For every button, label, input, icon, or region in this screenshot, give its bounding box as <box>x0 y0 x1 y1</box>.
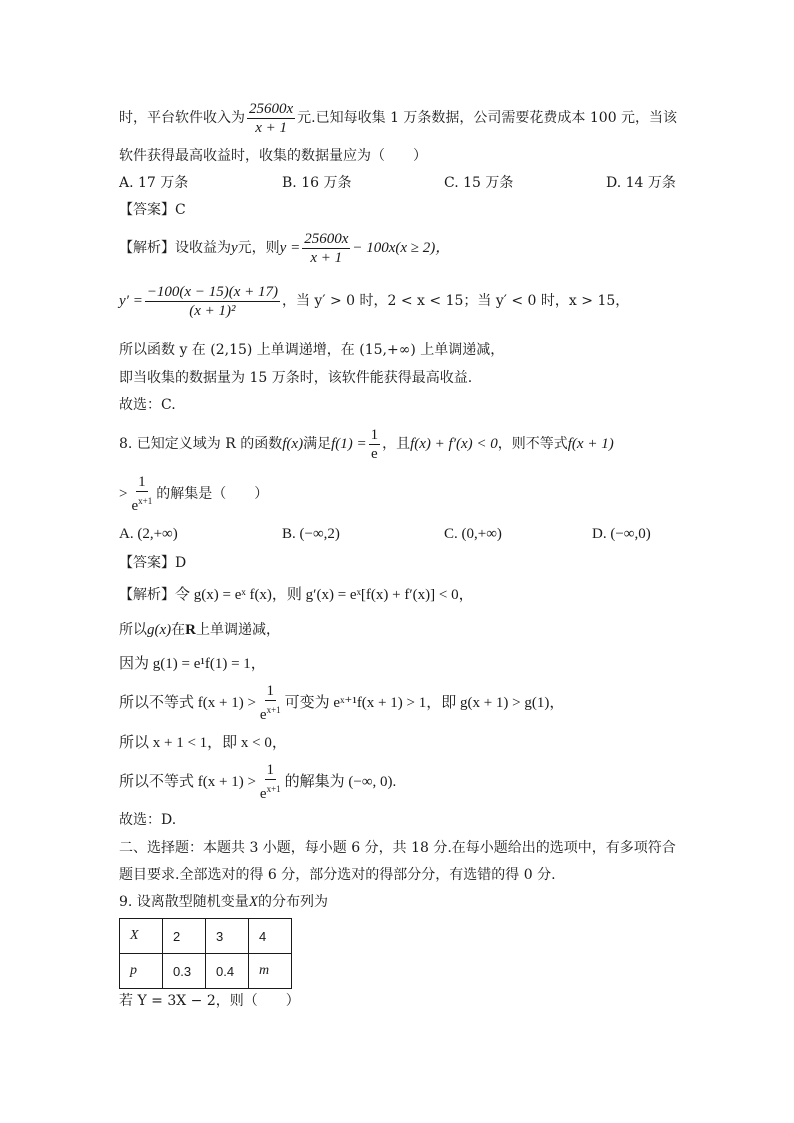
frac-numerator: 1 <box>138 474 146 490</box>
q8-analysis-fraction1 <box>258 683 283 723</box>
q7-option-b: B. 16 万条 <box>282 175 352 191</box>
frac-numerator: 1 <box>266 683 275 699</box>
frac-denominator: x + 1 <box>310 249 343 266</box>
math: 所以不等式 f(x + 1) > <box>119 774 256 790</box>
frac-denominator <box>258 780 283 802</box>
q8-option-b: B. (−∞,2) <box>282 526 340 542</box>
math: y′ = <box>119 293 143 309</box>
q7-choice: 故选：C. <box>119 397 176 413</box>
table-cell: 0.3 <box>163 954 206 989</box>
table-cell: 3 <box>206 919 249 954</box>
q7-text: 设收益为 <box>175 240 231 256</box>
exp-base: e <box>131 498 139 514</box>
exp-power: x+1 <box>266 784 281 794</box>
table-cell: 2 <box>163 919 206 954</box>
q7-fraction <box>247 101 295 136</box>
q8-analysis-line1 <box>119 585 474 605</box>
q8-analysis-fraction2 <box>258 762 283 802</box>
q7-line1 <box>119 100 677 136</box>
math: 令 g(x) = eˣ f(x)，则 g′(x) = eˣ[f(x) + f′(x)] < 0， <box>175 587 474 603</box>
frac-denominator <box>258 701 283 723</box>
distribution-table <box>119 918 292 989</box>
q8-stem-line1 <box>119 424 614 464</box>
table-cell: m <box>249 954 292 989</box>
q7-option-a: A. 17 万条 <box>119 175 189 191</box>
q8-text: 在 <box>171 622 186 638</box>
math: y = <box>279 240 301 256</box>
q8-stem-fraction2 <box>129 474 154 514</box>
math: 的解集为 (−∞, 0). <box>284 774 397 790</box>
q9-text: 9. 设离散型随机变量 <box>119 894 249 910</box>
q8-option-c: C. (0,+∞) <box>444 526 502 542</box>
q7-conclusion: 即当收集的数据量为 15 万条时，该软件能获得最高收益. <box>119 370 473 386</box>
table-cell: 0.4 <box>206 954 249 989</box>
frac-denominator: (x + 1)² <box>189 302 236 319</box>
math: f(1) = <box>331 436 367 452</box>
math: y <box>231 240 238 256</box>
q7-text: 时，平台软件收入为 <box>119 110 245 126</box>
frac-denominator: e <box>371 445 378 462</box>
q8-stem-line2 <box>119 474 268 514</box>
q8-choice: 故选：D. <box>119 812 177 828</box>
table-cell: X <box>120 919 163 954</box>
table-row <box>120 954 292 989</box>
math: f(x) <box>282 436 304 452</box>
q7-text: 元.已知每收集 1 万条数据，公司需要花费成本 100 元，当该 <box>297 110 678 126</box>
q9-tail: 若 Y = 3X − 2，则（ ） <box>119 993 300 1009</box>
q8-analysis-line2 <box>119 620 280 640</box>
q7-option-d: D. 14 万条 <box>606 175 676 191</box>
q8-text: ，且 <box>382 436 411 452</box>
section2-heading-line1: 二、选择题：本题共 3 小题，每小题 6 分，共 18 分.在每小题给出的选项中，有多项符合 <box>119 840 676 856</box>
q8-text: 满足 <box>303 436 332 452</box>
q8-text: 上单调递减， <box>196 622 280 638</box>
q8-analysis-line6 <box>119 762 396 802</box>
q9-text: 的分布列为 <box>257 894 328 910</box>
math: > <box>119 486 128 502</box>
q7-analysis-line1 <box>119 228 450 268</box>
q7-text: ，当 y′ > 0 时，2 < x < 15；当 y′ < 0 时，x > 15， <box>281 293 630 309</box>
frac-numerator: 1 <box>266 762 275 778</box>
q7-answer: 【答案】C <box>119 202 186 218</box>
q8-text: 所以 <box>119 622 147 638</box>
frac-numerator: 25600x <box>249 100 294 117</box>
exp-base: e <box>259 786 267 802</box>
frac-numerator: −100(x − 15)(x + 17) <box>146 283 278 300</box>
q8-analysis-line3: 因为 g(1) = e¹f(1) = 1， <box>119 656 266 672</box>
q7-derivative-line <box>119 281 629 321</box>
q7-line2: 软件获得最高收益时，收集的数据量应为（ ） <box>119 148 427 164</box>
math: 所以不等式 f(x + 1) > <box>119 695 256 711</box>
q8-text: 8. 已知定义域为 R 的函数 <box>119 436 283 452</box>
frac-numerator: 25600x <box>304 230 349 247</box>
math: R <box>185 622 196 638</box>
q7-analysis-fraction <box>302 231 350 266</box>
q8-analysis-line4 <box>119 683 564 723</box>
table-cell: 4 <box>249 919 292 954</box>
q9-stem <box>119 892 328 912</box>
exp-base: e <box>259 707 267 723</box>
q7-text: 元，则 <box>237 240 280 256</box>
section2-heading-line2: 题目要求.全部选对的得 6 分，部分选对的得部分分，有选错的得 0 分. <box>119 867 556 883</box>
q8-analysis-line5: 所以 x + 1 < 1，即 x < 0， <box>119 735 287 751</box>
math: X <box>248 894 258 910</box>
frac-denominator <box>129 492 154 514</box>
q8-option-d: D. (−∞,0) <box>592 526 651 542</box>
math: f(x + 1) <box>567 436 614 452</box>
math: g(x) <box>147 622 172 638</box>
exp-power: x+1 <box>138 496 153 506</box>
q7-derivative-fraction <box>145 284 280 319</box>
q7-option-c: C. 15 万条 <box>444 175 514 191</box>
analysis-label: 【解析】 <box>119 240 175 256</box>
exp-power: x+1 <box>266 705 281 715</box>
math: 可变为 eˣ⁺¹f(x + 1) > 1，即 g(x + 1) > g(1)， <box>284 695 565 711</box>
table-row <box>120 919 292 954</box>
q7-monotonic: 所以函数 y 在 (2,15) 上单调递增，在 (15,+∞) 上单调递减， <box>119 342 505 358</box>
q8-text: ，则不等式 <box>497 436 568 452</box>
q8-option-a: A. (2,+∞) <box>119 526 178 542</box>
frac-denominator: x + 1 <box>255 119 287 136</box>
table-cell: p <box>120 954 163 989</box>
q8-answer: 【答案】D <box>119 555 187 571</box>
analysis-label: 【解析】 <box>119 587 175 603</box>
q8-stem-fraction <box>369 427 381 462</box>
math: − 100x(x ≥ 2)， <box>352 240 451 256</box>
q8-text: 的解集是（ ） <box>156 486 269 502</box>
math: f(x) + f′(x) < 0 <box>410 436 498 452</box>
frac-numerator: 1 <box>370 426 379 443</box>
